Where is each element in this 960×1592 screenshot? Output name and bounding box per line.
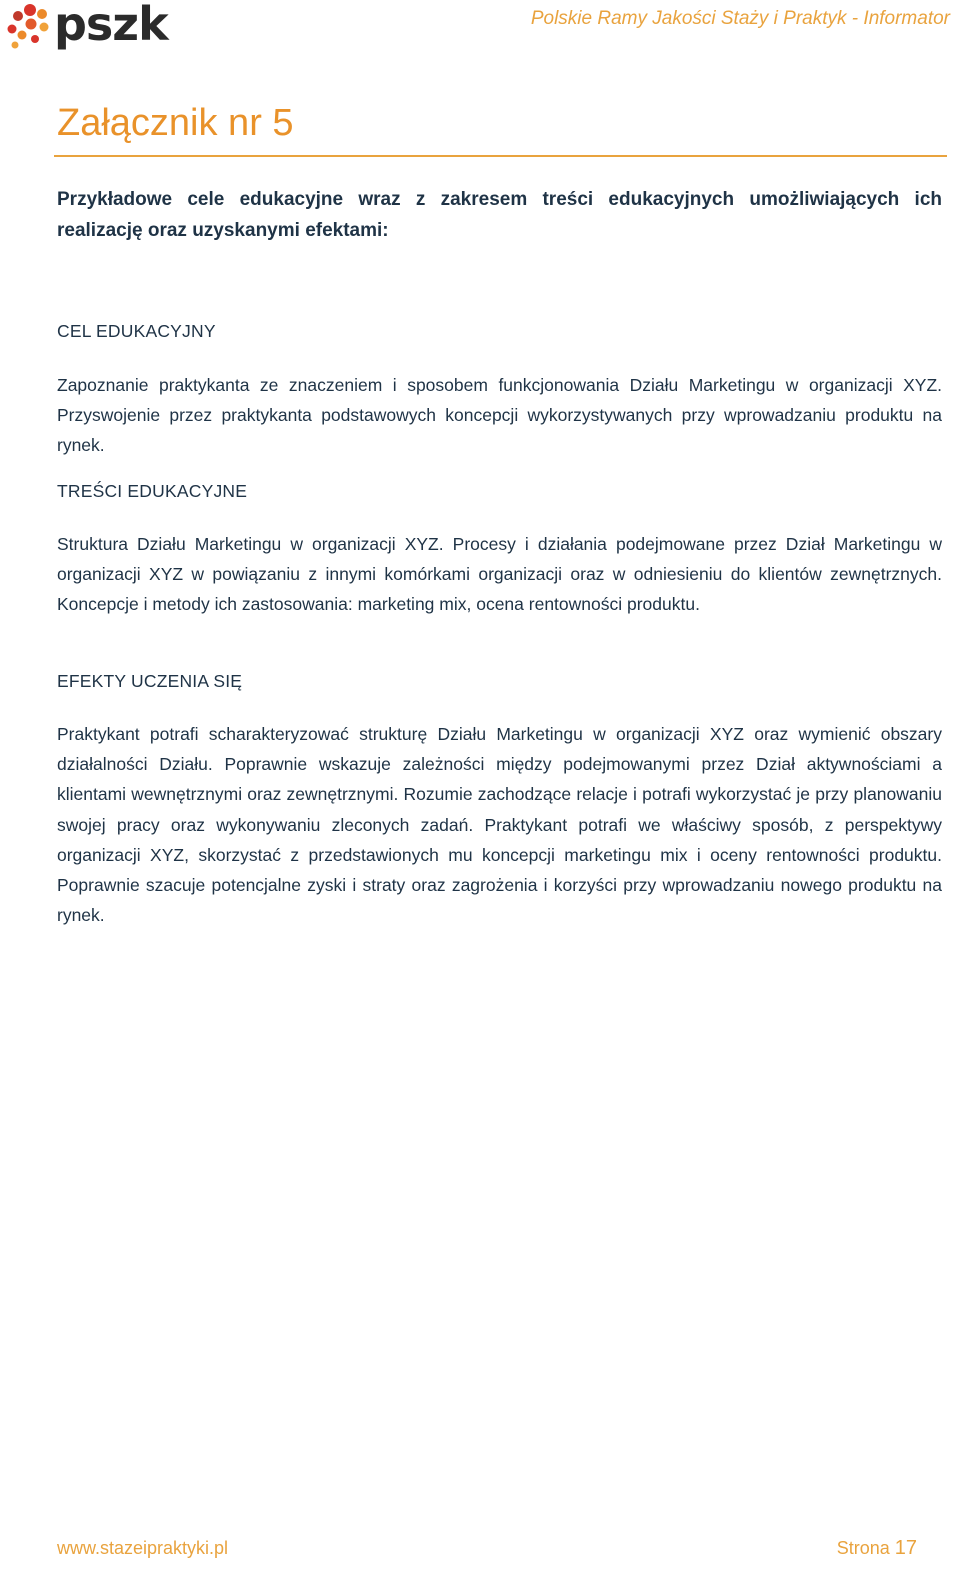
page-number-value: 17 [894, 1537, 917, 1559]
section-heading-efekty: EFEKTY UCZENIA SIĘ [57, 671, 243, 691]
page-header [0, 0, 960, 60]
document-content [57, 184, 942, 926]
page-title: Załącznik nr 5 [57, 102, 294, 144]
running-title: Polskie Ramy Jakości Staży i Praktyk - Informator [530, 8, 950, 29]
title-divider [54, 155, 947, 157]
lead-paragraph: Przykładowe cele edukacyjne wraz z zakresem treści edukacyjnych umożliwiających ich realizację oraz uzyskanymi efektami: [57, 189, 942, 241]
section-body-efekty: Praktykant potrafi scharakteryzować strukturę Działu Marketingu w organizacji XYZ oraz wymienić obszary działalności Działu. Poprawnie wskazuje zależności między podejmowanymi przez Dział aktywnościami a klientami wewnętrznymi oraz zewnętrznymi. Rozumie zachodzące relacje i potrafi wykorzystać je przy planowaniu swojej pracy oraz wykonywaniu zleconych zadań. Praktykant potrafi we właściwy sposób, z perspektywy organizacji XYZ, skorzystać z przedstawionych mu koncepcji marketingu mix i oceny rentowności produktu. Poprawnie szacuje potencjalne zyski i straty oraz zagrożenia i korzyści przy wprowadzaniu nowego produktu na rynek. [57, 724, 942, 926]
page-number [837, 1537, 917, 1560]
footer-website-link[interactable]: www.stazeipraktyki.pl [57, 1538, 229, 1558]
page-number-label: Strona [836, 1538, 890, 1558]
section-heading-cel: CEL EDUKACYJNY [57, 321, 216, 341]
section-heading-tresci: TREŚCI EDUKACYJNE [57, 481, 248, 501]
logo-dots-icon [4, 2, 54, 54]
section-body-tresci: Struktura Działu Marketingu w organizacji XYZ. Procesy i działania podejmowane przez Dział Marketingu w organizacji XYZ w powiązaniu z innymi komórkami organizacji oraz w odniesieniu do klientów zewnętrznych. Koncepcje i metody ich zastosowania: marketing mix, ocena rentowności produktu. [57, 534, 942, 615]
pszk-logo [4, 2, 194, 54]
logo-wordmark: pszk [54, 0, 168, 51]
section-body-cel: Zapoznanie praktykanta ze znaczeniem i sposobem funkcjonowania Działu Marketingu w organizacji XYZ. Przyswojenie przez praktykanta podstawowych koncepcji wykorzystywanych przy wprowadzaniu produktu na rynek. [57, 375, 942, 456]
